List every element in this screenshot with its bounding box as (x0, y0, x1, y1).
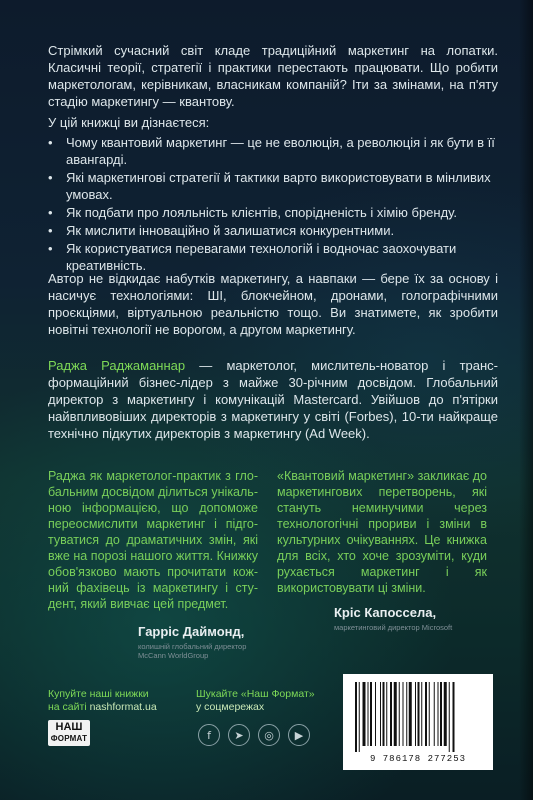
list-item-text: Чому квантовий маркетинг — це не еволюція, а революція і як бути в її авангарді. (66, 135, 495, 167)
barcode-bar (403, 682, 404, 746)
facebook-icon[interactable]: f (198, 724, 220, 746)
list-item-text: Як користуватися перевагами технологій і водночас заохочувати креативність. (66, 241, 457, 273)
barcode-bar (375, 682, 376, 746)
bullet-dot: • (48, 223, 53, 238)
barcode-bar (429, 682, 430, 746)
buy-info (48, 688, 157, 714)
author-bio-text: — маркетолог, мислитель-новатор і трансформаційний бізнес-лідер з майже 30-річним досвідом. Глобальний директор з маркетингу і комунікацій Mastercard. Увійшов до п'ятірки найвпливовіших директорів з маркетингу у світі (Forbes), 10-ти найкраще технічно підкутих директорів з маркетингу (Ad Week). (48, 358, 499, 441)
site-link[interactable]: nashformat.ua (89, 701, 157, 713)
quote-left-author-role (138, 642, 246, 660)
learn-title: У цій книжці ви дізнаєтеся: (48, 115, 210, 130)
quote-right: «Квантовий маркетинг» закликає до маркетингових перетворень, які стануть неминучими через технологогічні прориви і зміни в культурних очікуваннях. Це книжка для всіх, хто хоче зрозуміти, куди рухається маркетинг і як використовувати ці зміни. (277, 469, 487, 595)
buy-line: Купуйте наші книжки (48, 688, 149, 700)
list-item-text: Які маркетингові стратегії й тактики варто використовувати в мінливих умовах. (66, 170, 491, 202)
social-line: у соцмережах (196, 701, 265, 713)
barcode-bar (390, 682, 392, 746)
barcode-bar (399, 682, 400, 746)
quote-right-author-role: маркетинговий директор Microsoft (334, 623, 453, 632)
list-item (48, 204, 498, 221)
barcode-bar (444, 682, 447, 746)
bullet-dot: • (48, 135, 53, 150)
barcode-bar (380, 682, 381, 746)
barcode-bar (449, 682, 450, 752)
youtube-icon[interactable]: ▶ (288, 724, 310, 746)
bullet-dot: • (48, 205, 53, 220)
telegram-icon[interactable]: ➤ (228, 724, 250, 746)
barcode-bar (355, 682, 357, 752)
isbn-number: 9 786178 277253 (369, 754, 466, 764)
quote-left-author: Гарріс Даймонд, (138, 624, 245, 639)
barcode-bar (363, 682, 366, 746)
barcode-bar (438, 682, 439, 746)
quote-right-author: Кріс Капоссела, (334, 605, 437, 620)
social-info (196, 688, 315, 714)
list-item (48, 240, 498, 274)
barcode-bar (368, 682, 369, 746)
social-icons (198, 724, 310, 746)
bullet-dot: • (48, 241, 53, 256)
barcode-bar (359, 682, 360, 752)
role-line: McCann WorldGroup (138, 651, 209, 660)
buy-prefix: на сайті (48, 701, 90, 713)
author-name: Раджа Раджаманнар (48, 358, 186, 373)
publisher-logo (48, 720, 90, 746)
social-line: Шукайте «Наш Формат» (196, 688, 315, 700)
author-paragraph: Автор не відкидає набутків маркетингу, а навпаки — бере їх за основу і насичує технологіями: ШІ, блокчейном, дронами, голографічними проєкціями, віртуальною реальністю тощо. Ви знатимете, як зробити новітні технології не ворогом, а другом маркетингу. (48, 271, 498, 337)
barcode-bar (418, 682, 420, 746)
instagram-icon[interactable]: ◎ (258, 724, 280, 746)
author-bio (48, 357, 498, 442)
list-item (48, 169, 498, 203)
barcode-bar (409, 682, 412, 746)
list-item (48, 222, 498, 239)
quote-left: Раджа як маркетолог-практик з глобальним досвідом ділиться унікальною інформацією, що допоможе переосмислити маркетинг і підготуватися до драматичних змін, які вже на порозі нашого життя. Книжку обов'язково мають прочитати кожний фахівець із маркетингу і студент, який вивчає цей предмет. (48, 469, 258, 611)
barcode-bar (415, 682, 416, 746)
list-item-text: Як мислити інноваційно й залишатися конкурентними. (66, 223, 395, 238)
barcode-bars (353, 682, 483, 752)
bullet-list (48, 134, 498, 275)
barcode-bar (394, 682, 397, 746)
barcode-bar (434, 682, 435, 746)
logo-line: ФОРМАТ (50, 734, 88, 743)
barcode (343, 674, 493, 770)
barcode-bar (453, 682, 455, 752)
logo-line: НАШ (55, 721, 83, 733)
role-line: колишній глобальний директор (138, 642, 247, 651)
barcode-bar (440, 682, 442, 746)
spine-shadow (519, 0, 533, 800)
barcode-bar (383, 682, 385, 746)
barcode-bar (425, 682, 427, 746)
bullet-dot: • (48, 170, 53, 185)
barcode-bar (386, 682, 387, 746)
barcode-bar (370, 682, 372, 746)
barcode-bar (421, 682, 422, 746)
buy-line (48, 701, 157, 714)
list-item (48, 134, 498, 168)
list-item-text: Як подбати про лояльність клієнтів, спорідненість і хімію бренду. (66, 205, 457, 220)
intro-paragraph: Стрімкий сучасний світ кладе традиційний маркетинг на лопатки. Класичні теорії, стратегії і практики перестають працювати. Що робити маркетологам, керівникам, власникам компаній? Іти за змінами, на п'яту стадію маркетингу — квантову. (48, 43, 498, 109)
barcode-bar (406, 682, 407, 746)
